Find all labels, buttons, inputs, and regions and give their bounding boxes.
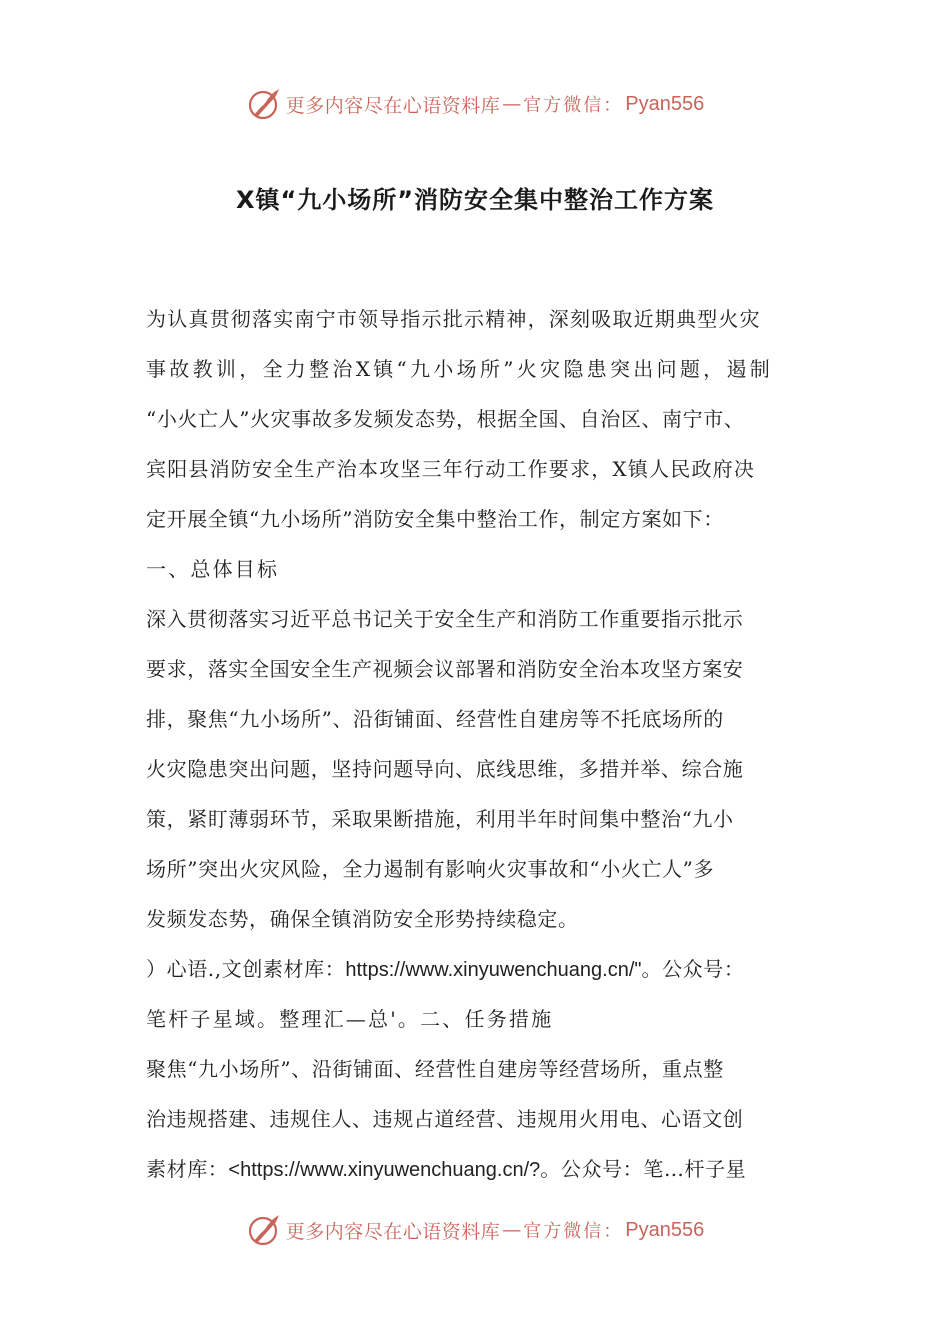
document-body: [146, 294, 806, 1194]
line14-prefix: ）心语.,文创素材库：: [146, 957, 346, 981]
body-line-4: 宾阳县消防安全生产治本攻坚三年行动工作要求，X镇人民政府决: [146, 457, 756, 481]
document-title: X镇“九小场所”消防安全集中整治工作方案: [235, 186, 715, 214]
line18-url: <https://www.xinyuwenchuang.cn/?: [228, 1159, 541, 1181]
watermark-banner-bottom: [0, 1210, 950, 1250]
body-line-9: 排，聚焦“九小场所”、沿街铺面、经营性自建房等不托底场所的: [146, 707, 724, 731]
section-heading-1: 一、总体目标: [146, 557, 280, 581]
line18-prefix: 素材库：: [146, 1157, 229, 1181]
watermark-banner-top: [0, 84, 950, 124]
watermark-wechat-id-bottom: Pyan556: [625, 1218, 705, 1241]
watermark-separator-bottom: —: [502, 1219, 522, 1241]
body-line-11: 策，紧盯薄弱环节，采取果断措施，利用半年时间集中整治“九小: [146, 807, 734, 831]
body-line-14: [146, 944, 806, 994]
watermark-wechat-label-bottom: 官方微信：: [523, 1221, 624, 1242]
line14-url: https://www.xinyuwenchuang.cn/": [345, 959, 642, 981]
watermark-site-text: 更多内容尽在心语资料库: [285, 94, 501, 117]
quill-pen-logo-icon: [246, 86, 282, 122]
body-line-13: 发频发态势，确保全镇消防安全形势持续稳定。: [146, 907, 579, 931]
body-line-17: 治违规搭建、违规住人、违规占道经营、违规用火用电、心语文创: [146, 1107, 744, 1131]
body-line-16: 聚焦“九小场所”、沿街铺面、经营性自建房等经营场所，重点整: [146, 1057, 724, 1081]
watermark-separator: —: [502, 93, 522, 115]
quill-pen-logo-icon: [246, 1212, 282, 1248]
body-line-10: 火灾隐患突出问题，坚持问题导向、底线思维，多措并举、综合施: [146, 757, 744, 781]
watermark-site-text-bottom: 更多内容尽在心语资料库: [285, 1220, 501, 1243]
watermark-wechat-id: Pyan556: [625, 92, 705, 115]
body-line-8: 要求，落实全国安全生产视频会议部署和消防安全治本攻坚方案安: [146, 657, 744, 681]
body-line-15: 笔杆子星域。整理汇—总'。二、任务措施: [146, 1007, 554, 1031]
body-line-12: 场所”突出火灾风险，全力遏制有影响火灾事故和“小火亡人”多: [146, 857, 715, 881]
body-line-5: 定开展全镇“九小场所”消防安全集中整治工作，制定方案如下：: [146, 507, 724, 531]
body-line-1: 为认真贯彻落实南宁市领导指示批示精神，深刻吸取近期典型火灾: [146, 307, 761, 331]
line18-suffix: 。公众号：笔…杆子星: [540, 1157, 747, 1181]
body-line-7: 深入贯彻落实习近平总书记关于安全生产和消防工作重要指示批示: [146, 607, 744, 631]
watermark-wechat-label: 官方微信：: [523, 95, 624, 116]
line14-suffix: 。公众号：: [641, 957, 745, 981]
body-line-2: 事故教训，全力整治X镇“九小场所”火灾隐患突出问题，遏制: [146, 357, 774, 381]
body-line-18: [146, 1144, 806, 1194]
body-line-3: “小火亡人”火灾事故多发频发态势，根据全国、自治区、南宁市、: [146, 407, 745, 431]
